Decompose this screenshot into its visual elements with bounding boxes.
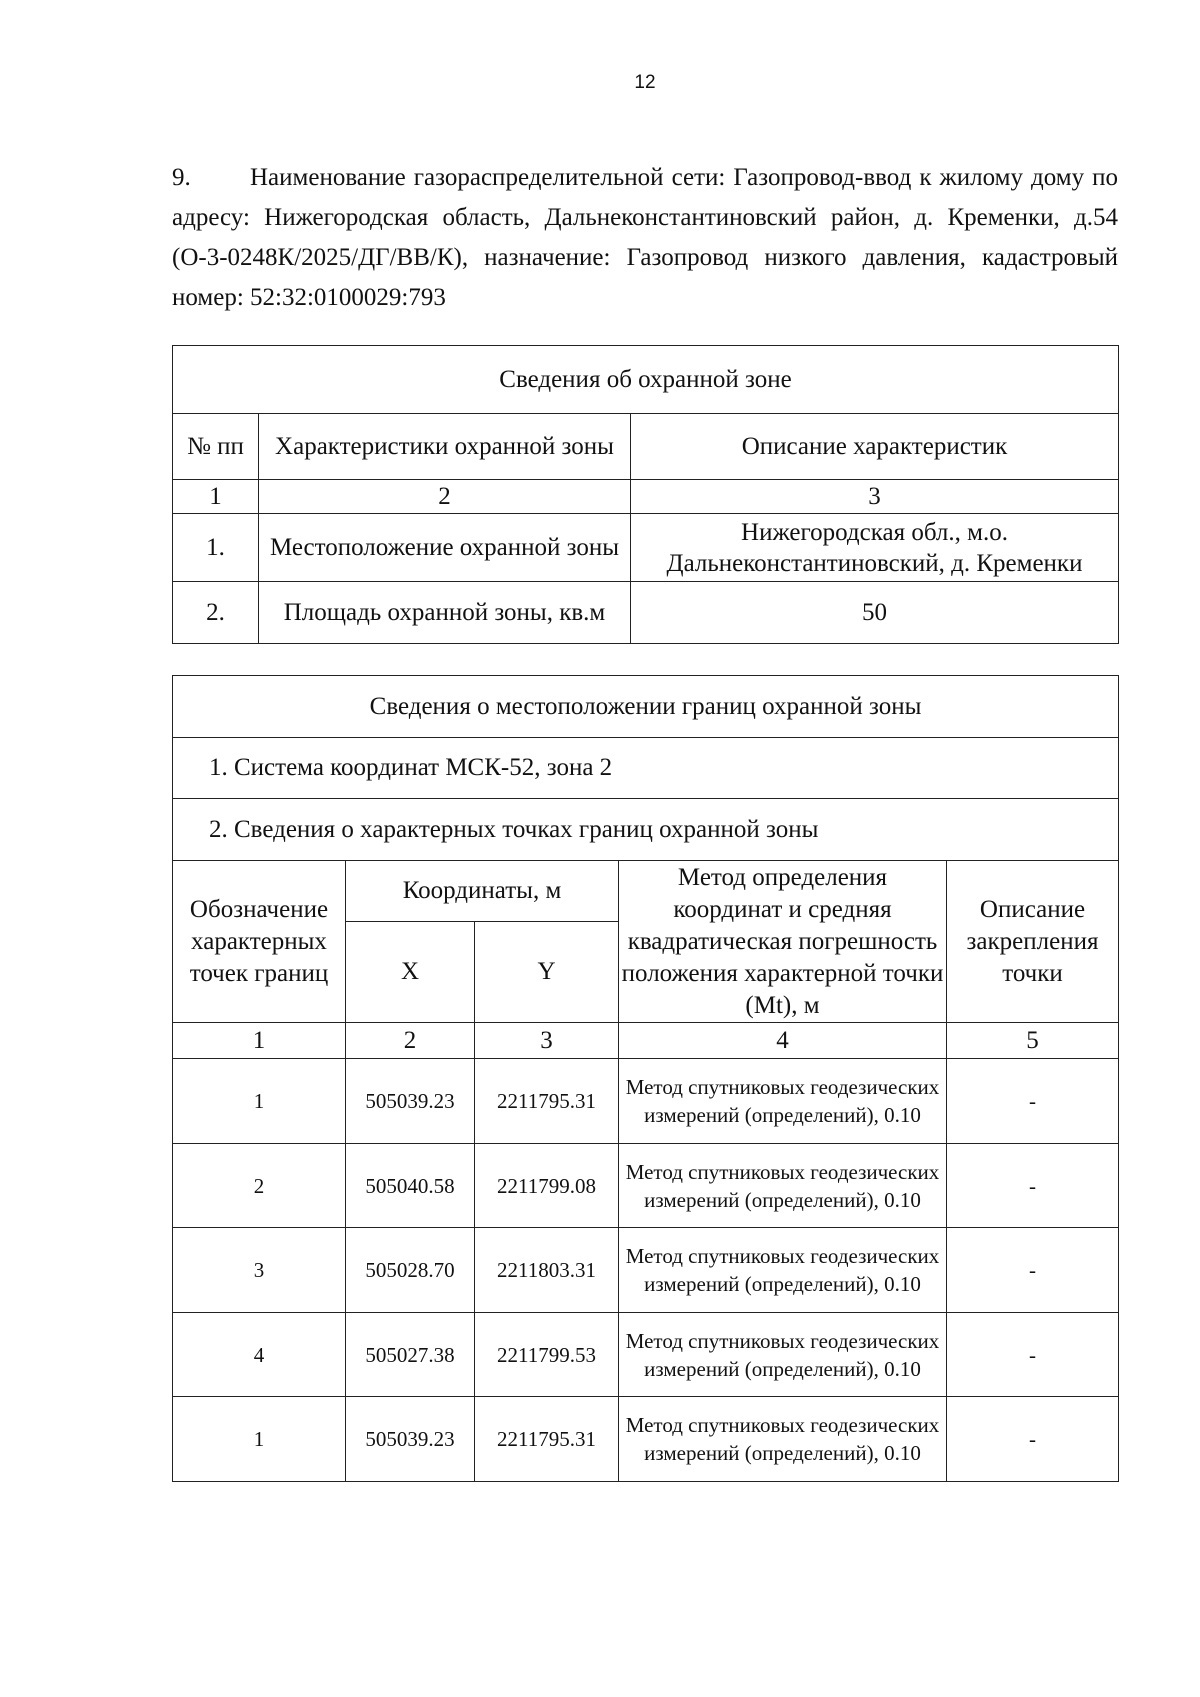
bounds-colnum-2: 2 <box>346 1023 475 1059</box>
zone-row-description: Нижегородская обл., м.о. Дальнеконстантиновский, д. Кременки <box>631 514 1119 582</box>
point-y: 2211795.31 <box>475 1059 619 1144</box>
header-coordinates: Координаты, м <box>346 861 619 922</box>
bounds-table-title: Сведения о местоположении границ охранной зоны <box>173 676 1119 738</box>
intro-paragraph <box>172 158 1118 318</box>
header-x: X <box>346 922 475 1023</box>
point-fixing: - <box>947 1059 1119 1144</box>
point-method: Метод спутниковых геодезических измерений (определений), 0.10 <box>619 1144 947 1228</box>
point-x: 505040.58 <box>346 1144 475 1228</box>
table-row <box>173 1313 1119 1397</box>
point-fixing: - <box>947 1313 1119 1397</box>
header-fixing: Описание закрепления точки <box>947 861 1119 1023</box>
table-row <box>173 1059 1119 1144</box>
table-row <box>173 1228 1119 1313</box>
point-method: Метод спутниковых геодезических измерений (определений), 0.10 <box>619 1059 947 1144</box>
point-x: 505027.38 <box>346 1313 475 1397</box>
point-y: 2211795.31 <box>475 1397 619 1482</box>
point-id: 4 <box>173 1313 346 1397</box>
point-id: 1 <box>173 1397 346 1482</box>
intro-text: Наименование газораспределительной сети: Газопровод-ввод к жилому дому по адресу: Нижегородская область, Дальнеконстантиновский район, д. Кременки, д.54 (О-3-0248К/2025/ДГ/ВВ/К), назначение: Газопровод низкого давления, кадастровый номер: 52:32:0100029:793 <box>172 164 1118 311</box>
intro-number: 9. <box>172 164 191 191</box>
zone-header-description: Описание характеристик <box>631 414 1119 480</box>
point-fixing: - <box>947 1144 1119 1228</box>
point-fixing: - <box>947 1397 1119 1482</box>
protection-zone-table <box>172 345 1119 644</box>
point-method: Метод спутниковых геодезических измерений (определений), 0.10 <box>619 1313 947 1397</box>
zone-header-characteristic: Характеристики охранной зоны <box>259 414 631 480</box>
point-y: 2211799.53 <box>475 1313 619 1397</box>
zone-row-characteristic: Местоположение охранной зоны <box>259 514 631 582</box>
header-method: Метод определения координат и средняя квадратическая погрешность положения характерной точки (Mt), м <box>619 861 947 1023</box>
bounds-colnum-3: 3 <box>475 1023 619 1059</box>
zone-table-title: Сведения об охранной зоне <box>173 346 1119 414</box>
zone-colnum-3: 3 <box>631 480 1119 514</box>
point-x: 505039.23 <box>346 1059 475 1144</box>
zone-colnum-2: 2 <box>259 480 631 514</box>
point-fixing: - <box>947 1228 1119 1313</box>
zone-colnum-1: 1 <box>173 480 259 514</box>
table-row <box>173 582 1119 644</box>
point-y: 2211803.31 <box>475 1228 619 1313</box>
table-row <box>173 1144 1119 1228</box>
point-id: 3 <box>173 1228 346 1313</box>
bounds-colnum-5: 5 <box>947 1023 1119 1059</box>
point-id: 1 <box>173 1059 346 1144</box>
point-id: 2 <box>173 1144 346 1228</box>
points-title: 2. Сведения о характерных точках границ охранной зоны <box>173 799 1119 861</box>
point-method: Метод спутниковых геодезических измерений (определений), 0.10 <box>619 1228 947 1313</box>
zone-header-num: № пп <box>173 414 259 480</box>
zone-row-description: 50 <box>631 582 1119 644</box>
table-row <box>173 514 1119 582</box>
bounds-colnum-4: 4 <box>619 1023 947 1059</box>
coordinate-system: 1. Система координат МСК-52, зона 2 <box>173 738 1119 799</box>
table-row <box>173 1397 1119 1482</box>
point-method: Метод спутниковых геодезических измерений (определений), 0.10 <box>619 1397 947 1482</box>
header-y: Y <box>475 922 619 1023</box>
zone-row-num: 2. <box>173 582 259 644</box>
zone-row-num: 1. <box>173 514 259 582</box>
zone-boundaries-table <box>172 675 1119 1482</box>
page-number: 12 <box>634 72 656 93</box>
point-y: 2211799.08 <box>475 1144 619 1228</box>
point-x: 505039.23 <box>346 1397 475 1482</box>
bounds-colnum-1: 1 <box>173 1023 346 1059</box>
zone-row-characteristic: Площадь охранной зоны, кв.м <box>259 582 631 644</box>
header-designation: Обозначение характерных точек границ <box>173 861 346 1023</box>
point-x: 505028.70 <box>346 1228 475 1313</box>
